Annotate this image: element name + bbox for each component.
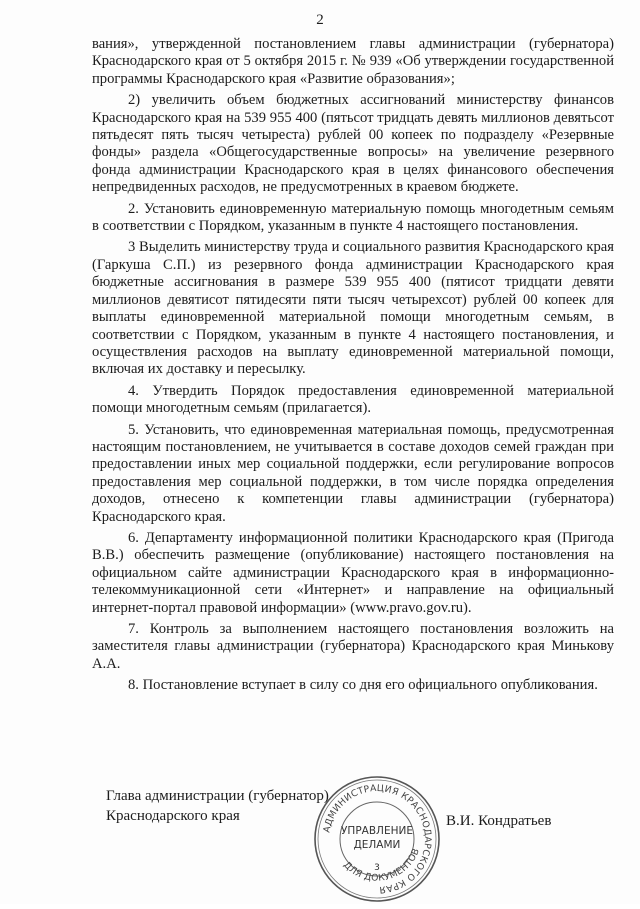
paragraph-item-4: 4. Утвердить Порядок предоставления единовременной материальной помощи многодетным семьям (прилагается). [92,382,614,417]
paragraph-item-6: 6. Департаменту информационной политики Краснодарского края (Пригода В.В.) обеспечить размещение (опубликование) настоящего постановления на официальном сайте администрации Краснодарского края в информационно-телекоммуникационной сети «Интернет» и направление на официальный интернет-портал правовой информации» (www.pravo.gov.ru). [92,529,614,616]
paragraph-subitem-2: 2) увеличить объем бюджетных ассигнований министерству финансов Краснодарского края на 539 955 400 (пятьсот тридцать девять миллионов девятьсот пятьдесят пять тысяч четыреста) рублей 00 копеек по подразделу «Резервные фонды» раздела «Общегосударственные вопросы» на увеличение резервного фонда администрации Краснодарского края в целях финансового обеспечения непредвиденных расходов, не предусмотренных в краевом бюджете. [92,92,614,196]
stamp-ring-text: АДМИНИСТРАЦИЯ КРАСНОДАРСКОГО КРАЯ [321,782,434,896]
paragraph-item-7: 7. Контроль за выполнением настоящего постановления возложить на заместителя главы администрации (губернатора) Краснодарского края Минькову А.А. [92,621,614,672]
page-number: 2 [316,12,324,28]
paragraph-item-5: 5. Установить, что единовременная материальная помощь, предусмотренная настоящим постановлением, не учитывается в составе доходов семей граждан при предоставлении иных мер социальной поддержки, если регулирование вопросов предоставления мер социальной поддержки, в том числе порядка определения доходов, отнесено к компетенции главы администрации (губернатора) Краснодарского края. [92,421,614,525]
stamp-center-line-1: УПРАВЛЕНИЕ [341,825,413,837]
signatory-position-line-2: Краснодарского края [106,808,240,824]
stamp-center-line-2: ДЕЛАМИ [353,839,401,851]
paragraph-item-3: 3 Выделить министерству труда и социального развития Краснодарского края (Гаркуша С.П.) из резервного фонда администрации Краснодарского края бюджетные ассигнования в размере 539 955 400 (пятисот тридцати девяти миллионов девятисот пятидесяти пяти тысяч четырехсот) рублей 00 копеек для выплаты единовременной материальной помощи многодетным семьям, в соответствии с Порядком, указанным в пункте 4 настоящего постановления, и осуществления расходов на выплату единовременной материальной помощи, включая их доставку и пересылку. [92,239,614,378]
signatory-name: В.И. Кондратьев [446,813,552,829]
stamp-number: 3 [374,863,380,873]
paragraph-item-8: 8. Постановление вступает в силу со дня его официального опубликования. [128,677,598,694]
signatory-position [106,786,329,826]
signatory-position-line-1: Глава администрации (губернатор) [106,788,329,804]
official-stamp [312,774,442,904]
paragraph-continuation: вания», утвержденной постановлением главы администрации (губернатора) Краснодарского края от 5 октября 2015 г. № 939 «Об утверждении государственной программы Краснодарского края «Развитие образования»; [92,36,614,87]
stamp-seal-icon [312,774,442,904]
document-body [92,36,614,699]
paragraph-item-2: 2. Установить единовременную материальную помощь многодетным семьям в соответствии с Порядком, указанным в пункте 4 настоящего постановления. [92,200,614,235]
stamp-bottom-text: ДЛЯ ДОКУМЕНТОВ [341,846,422,884]
